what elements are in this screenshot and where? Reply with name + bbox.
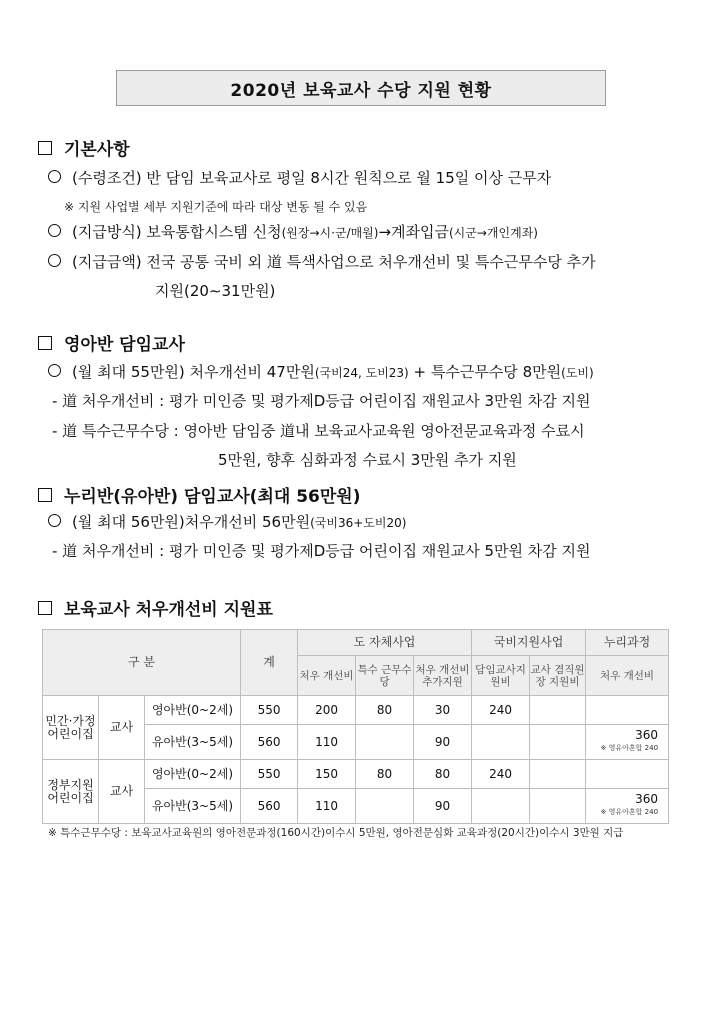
special-cell — [356, 789, 414, 824]
support-table — [42, 629, 669, 824]
header-col-treatment: 처우 개선비 — [298, 656, 356, 696]
total-cell: 550 — [241, 696, 298, 725]
infant-item-1 — [48, 362, 594, 383]
total-cell: 550 — [241, 760, 298, 789]
section-basic-heading — [38, 135, 130, 160]
infant-dash-1: - 道 처우개선비 : 평가 미인증 및 평가제D등급 어린이집 재원교사 3만원 차감 지원 — [52, 392, 591, 410]
director-cell — [530, 696, 586, 725]
infant-dash-2-line-2: 5만원, 향후 심화과정 수료시 3만원 추가 지원 — [218, 451, 517, 469]
infant-dash-2-line-1: - 道 특수근무수당 : 영아반 담임중 道내 보육교사교육원 영아전문교육과정 수료시 — [52, 422, 585, 440]
nuri-item-1-a: (월 최대 56만원)처우개선비 56만원 — [72, 513, 311, 531]
header-col-teacher: 담임교사지 원비 — [472, 656, 530, 696]
extra-cell: 90 — [414, 725, 472, 760]
role-cell: 교사 — [99, 696, 145, 760]
section-basic-title: 기본사항 — [64, 140, 130, 160]
nuri-item-1 — [48, 512, 406, 533]
header-group-national: 국비지원사업 — [472, 630, 586, 656]
header-group-nuri: 누리과정 — [586, 630, 669, 656]
basic-item-1 — [48, 168, 551, 188]
circle-bullet-icon — [48, 364, 61, 377]
section-infant-title: 영아반 담임교사 — [64, 335, 185, 355]
treatment-cell: 110 — [298, 789, 356, 824]
basic-item-1-text: (수령조건) 반 담임 보육교사로 평일 8시간 원칙으로 월 15일 이상 근무자 — [72, 169, 552, 187]
circle-bullet-icon — [48, 170, 61, 183]
treatment-cell: 200 — [298, 696, 356, 725]
infant-item-1-b: (국비24, 도비23) — [314, 366, 409, 380]
class-cell: 영아반(0~2세) — [145, 696, 241, 725]
checkbox-square-icon — [38, 336, 52, 350]
table-row — [43, 760, 669, 789]
header-total: 계 — [241, 630, 298, 696]
total-cell: 560 — [241, 789, 298, 824]
table-footnote: ※ 특수근무수당 : 보육교사교육원의 영아전문과정(160시간)이수시 5만원, 영아전문심화 교육과정(20시간)이수시 3만원 지급 — [48, 827, 624, 839]
header-col-extra: 처우 개선비 추가지원 — [414, 656, 472, 696]
checkbox-square-icon — [38, 601, 52, 615]
circle-bullet-icon — [48, 224, 61, 237]
page-title: 2020년 보육교사 수당 지원 현황 — [116, 70, 606, 106]
teacher-cell — [472, 789, 530, 824]
nuri-note: ※ 영유아혼합 240 — [600, 808, 659, 816]
section-nuri-title: 누리반(유아반) 담임교사(최대 56만원) — [64, 487, 361, 507]
special-cell: 80 — [356, 696, 414, 725]
circle-bullet-icon — [48, 254, 61, 267]
special-cell: 80 — [356, 760, 414, 789]
special-cell — [356, 725, 414, 760]
header-group-province: 도 자체사업 — [298, 630, 472, 656]
section-table-title: 보육교사 처우개선비 지원표 — [64, 600, 273, 620]
basic-note-1: ※ 지원 사업별 세부 지원기준에 따라 대상 변동 될 수 있음 — [64, 200, 368, 214]
treatment-cell: 110 — [298, 725, 356, 760]
nuri-note: ※ 영유아혼합 240 — [600, 744, 659, 752]
class-cell: 유아반(3~5세) — [145, 725, 241, 760]
basic-item-3-line-1: (지급금액) 전국 공통 국비 외 道 특색사업으로 처우개선비 및 특수근무수당 추가 — [72, 253, 596, 271]
nuri-cell — [586, 696, 669, 725]
infant-item-1-c: + 특수근무수당 8만원 — [408, 363, 562, 381]
basic-item-2-main: (지급방식) 보육통합시스템 신청 — [72, 223, 282, 241]
infant-item-1-d: (도비) — [561, 366, 594, 380]
table-row — [43, 696, 669, 725]
director-cell — [530, 789, 586, 824]
institution-cell: 민간·가정 어린이집 — [43, 696, 99, 760]
total-cell: 560 — [241, 725, 298, 760]
extra-cell: 90 — [414, 789, 472, 824]
extra-cell: 30 — [414, 696, 472, 725]
checkbox-square-icon — [38, 488, 52, 502]
nuri-cell — [586, 760, 669, 789]
basic-item-2-small-2: (시군→개인계좌) — [448, 226, 538, 240]
nuri-cell — [586, 789, 669, 824]
teacher-cell: 240 — [472, 696, 530, 725]
nuri-cell — [586, 725, 669, 760]
header-col-nuri: 처우 개선비 — [586, 656, 669, 696]
director-cell — [530, 725, 586, 760]
section-infant-heading — [38, 330, 185, 355]
infant-item-1-a: (월 최대 55만원) 처우개선비 47만원 — [72, 363, 315, 381]
header-col-director: 교사 겸직원장 지원비 — [530, 656, 586, 696]
checkbox-square-icon — [38, 141, 52, 155]
circle-bullet-icon — [48, 514, 61, 527]
class-cell: 유아반(3~5세) — [145, 789, 241, 824]
teacher-cell: 240 — [472, 760, 530, 789]
header-category: 구 분 — [43, 630, 241, 696]
basic-item-3-line-2: 지원(20∼31만원) — [155, 282, 276, 300]
nuri-value: 360 — [635, 728, 659, 742]
basic-item-2-mid: →계좌입금 — [378, 223, 449, 241]
section-table-heading — [38, 595, 273, 620]
teacher-cell — [472, 725, 530, 760]
treatment-cell: 150 — [298, 760, 356, 789]
class-cell: 영아반(0~2세) — [145, 760, 241, 789]
director-cell — [530, 760, 586, 789]
header-col-special: 특수 근무수당 — [356, 656, 414, 696]
basic-item-3 — [48, 252, 596, 272]
basic-item-2-small-1: (원장→시·군/매월) — [281, 226, 379, 240]
extra-cell: 80 — [414, 760, 472, 789]
nuri-item-1-b: (국비36+도비20) — [310, 516, 407, 530]
section-nuri-heading — [38, 482, 360, 507]
role-cell: 교사 — [99, 760, 145, 824]
institution-cell: 정부지원 어린이집 — [43, 760, 99, 824]
basic-item-2 — [48, 222, 538, 243]
nuri-dash-1: - 道 처우개선비 : 평가 미인증 및 평가제D등급 어린이집 재원교사 5만원 차감 지원 — [52, 542, 591, 560]
nuri-value: 360 — [635, 792, 659, 806]
